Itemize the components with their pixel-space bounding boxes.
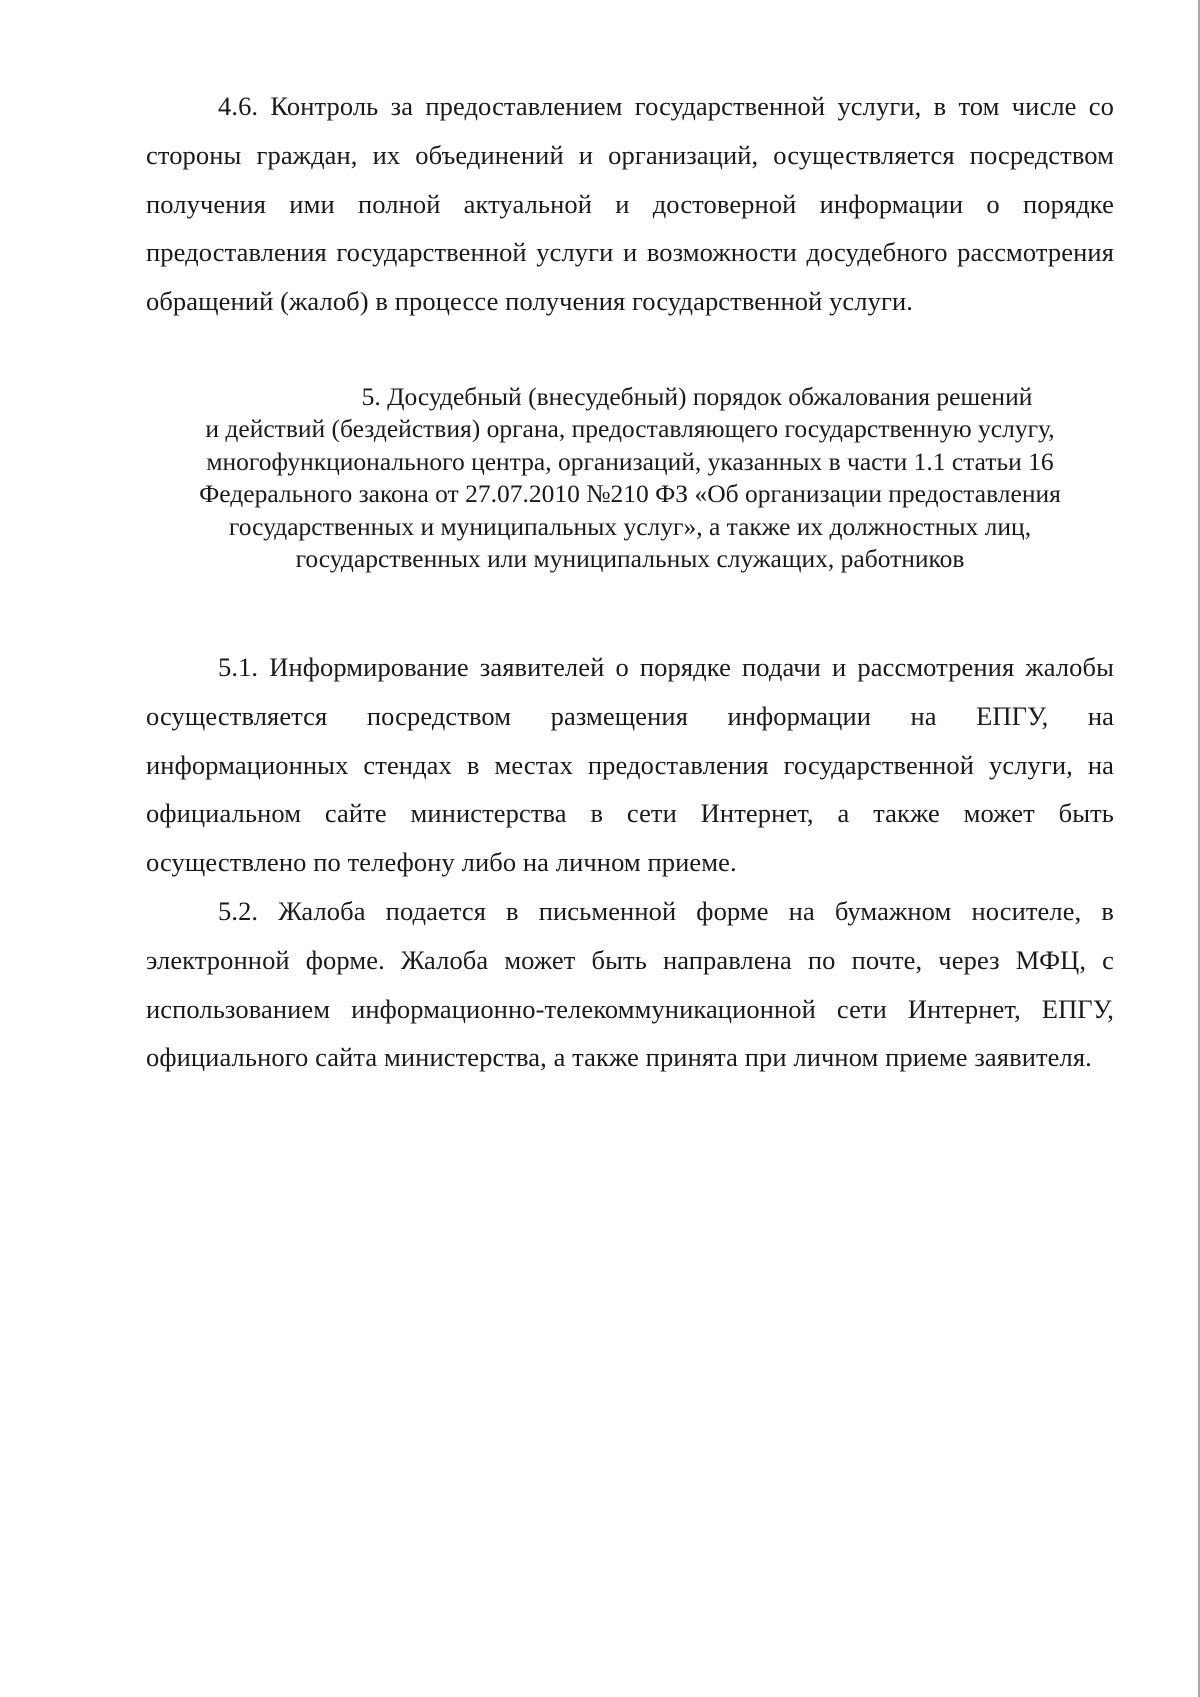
heading-line: Федерального закона от 27.07.2010 №210 ФЗ «Об организации предоставления [199, 479, 1061, 509]
paragraph-5-1: 5.1. Информирование заявителей о порядке подачи и рассмотрения жалобы осуществляется посредством размещения информации на ЕПГУ, на информационных стендах в местах предоставления государственной услуги, на официальном сайте министерства в сети Интернет, а также может быть осуществлено по телефону либо на личном приеме. [146, 651, 1114, 878]
heading-line: многофункционального центра, организаций, указанных в части 1.1 статьи 16 [206, 446, 1054, 476]
heading-line: 5. Досудебный (внесудебный) порядок обжалования решений [361, 381, 1033, 411]
spacer [146, 326, 1114, 381]
heading-line: государственных или муниципальных служащих, работников [295, 544, 965, 574]
heading-line: и действий (бездействия) органа, предоставляющего государственную услугу, [205, 414, 1055, 444]
paragraph-5-2: 5.2. Жалоба подается в письменной форме на бумажном носителе, в электронной форме. Жалоба может быть направлена по почте, через МФЦ, с использованием информационно-телекоммуникационной сети Интернет, ЕПГУ, официального сайта министерства, а также принята при личном приеме заявителя. [146, 895, 1114, 1073]
paragraph-4-6: 4.6. Контроль за предоставлением государственной услуги, в том числе со стороны граждан, их объединений и организаций, осуществляется посредством получения ими полной актуальной и достоверной информации о порядке предоставления государственной услуги и возможности досудебного рассмотрения обращений (жалоб) в процессе получения государственной услуги. [146, 91, 1114, 317]
document-body [146, 82, 1114, 1082]
heading-line: государственных и муниципальных услуг», а также их должностных лиц, [228, 511, 1032, 541]
spacer [146, 576, 1114, 643]
section-5-heading [146, 381, 1114, 576]
